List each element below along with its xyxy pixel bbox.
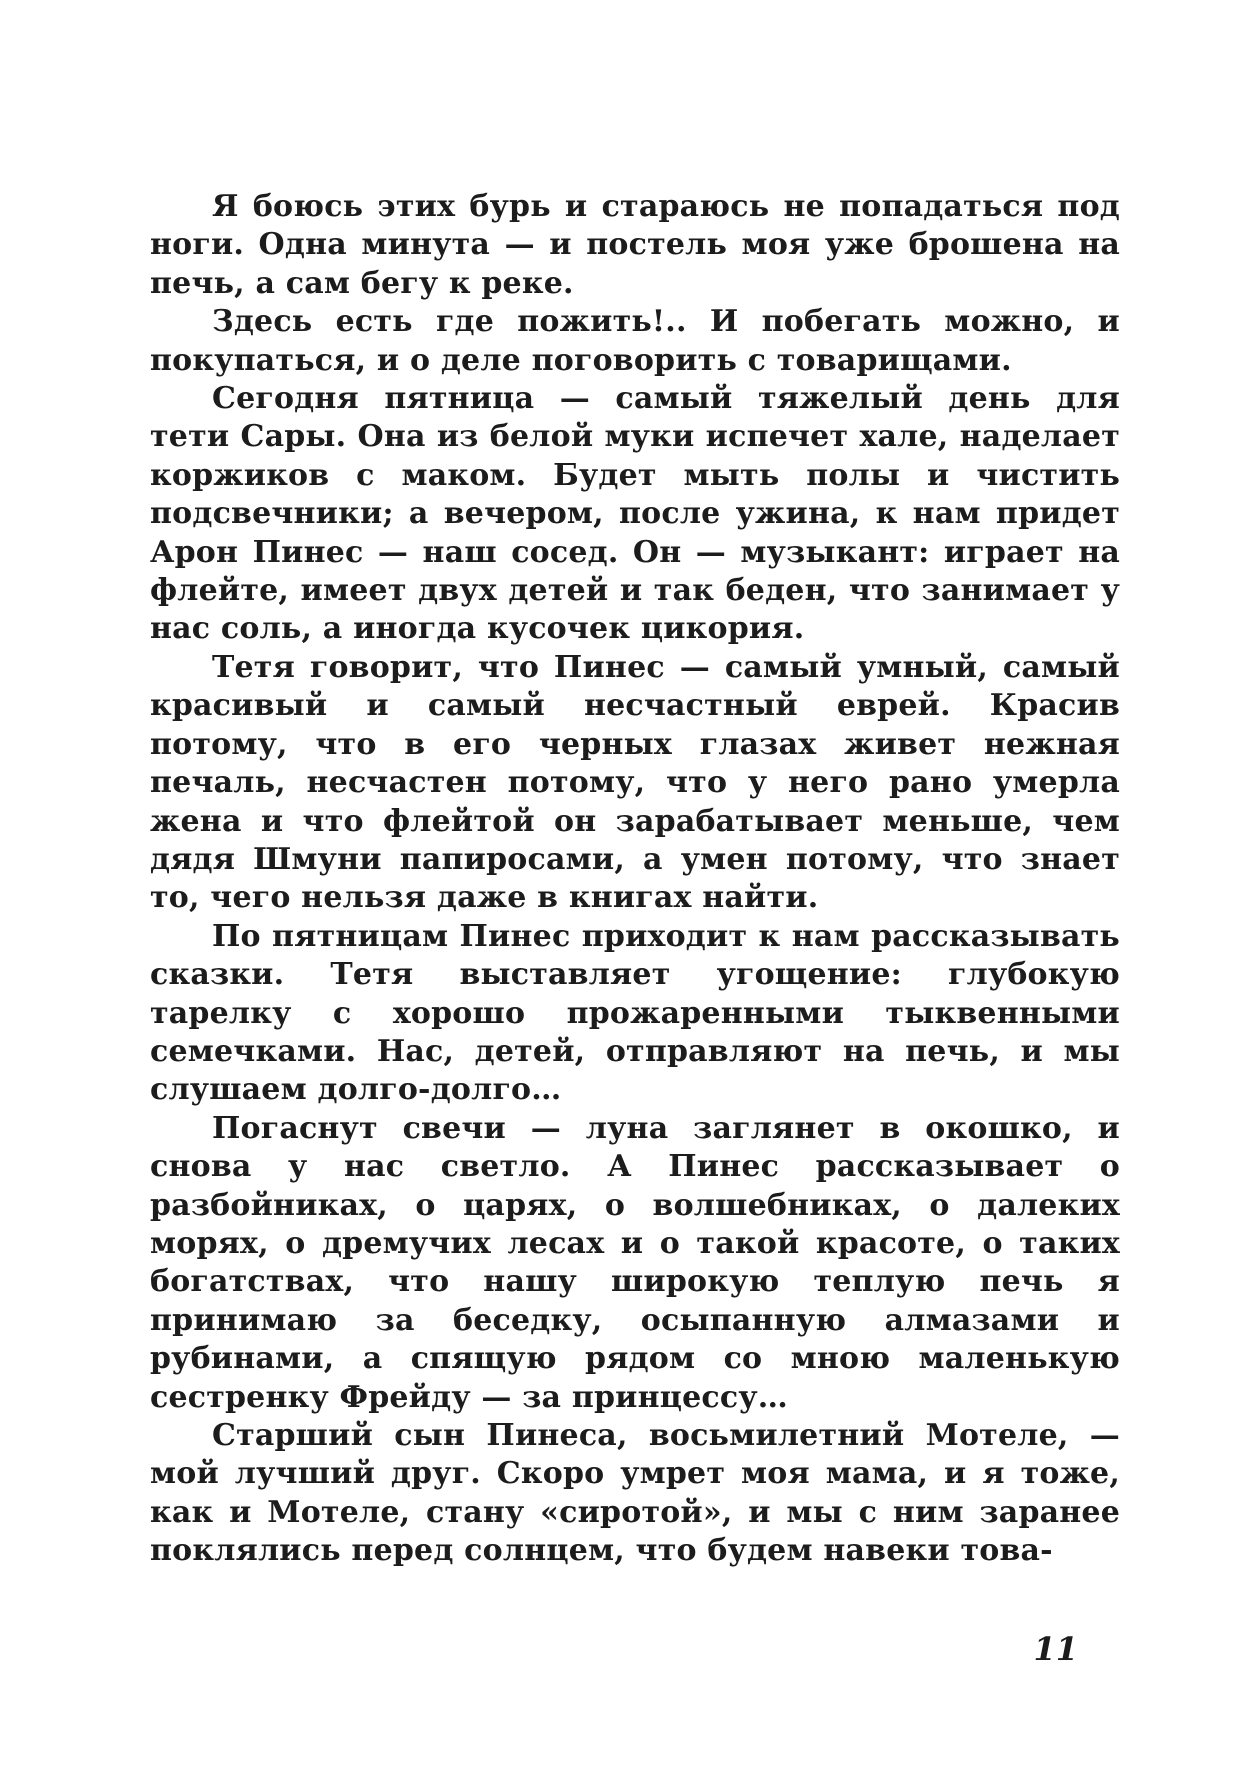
paragraph-4: Тетя говорит, что Пинес — самый умный, самый красивый и самый несчастный еврей. Красив потому, что в его черных глазах живет нежная печаль, несчастен потому, что у него рано умерла жена и что флейтой он зарабатывает меньше, чем дядя Шмуни папиросами, а умен потому, что знает то, чего нельзя даже в книгах найти. xyxy=(150,649,1120,916)
book-page xyxy=(150,188,1120,1668)
paragraph-6: Погаснут свечи — луна заглянет в окошко, и снова у нас светло. А Пинес рассказывает о разбойниках, о царях, о волшебниках, о далеких морях, о дремучих лесах и о такой красоте, о таких богатствах, что нашу широкую теплую печь я принимаю за беседку, осыпанную алмазами и рубинами, а спящую рядом со мною маленькую сестренку Фрейду — за принцессу… xyxy=(150,1110,1120,1415)
body-text xyxy=(150,188,1120,1571)
paragraph-5: По пятницам Пинес приходит к нам рассказывать сказки. Тетя выставляет угощение: глубокую тарелку с хорошо прожаренными тыквенными семечками. Нас, детей, отправляют на печь, и мы слушаем долго-долго… xyxy=(150,918,1120,1108)
paragraph-2: Здесь есть где пожить!.. И побегать можно, и покупаться, и о деле поговорить с товарищами. xyxy=(150,304,1120,378)
page-number: 11 xyxy=(1033,1630,1078,1668)
paragraph-7: Старший сын Пинеса, восьмилетний Мотеле, — мой лучший друг. Скоро умрет моя мама, и я тоже, как и Мотеле, стану «сиротой», и мы с ним заранее поклялись перед солнцем, что будем навеки това- xyxy=(150,1418,1120,1569)
paragraph-3: Сегодня пятница — самый тяжелый день для тети Сары. Она из белой муки испечет хале, наделает коржиков с маком. Будет мыть полы и чистить подсвечники; а вечером, после ужина, к нам придет Арон Пинес — наш сосед. Он — музыкант: играет на флейте, имеет двух детей и так беден, что занимает у нас соль, а иногда кусочек цикория. xyxy=(150,381,1120,647)
paragraph-1: Я боюсь этих бурь и стараюсь не попадаться под ноги. Одна минута — и постель моя уже брошена на печь, а сам бегу к реке. xyxy=(150,189,1120,301)
